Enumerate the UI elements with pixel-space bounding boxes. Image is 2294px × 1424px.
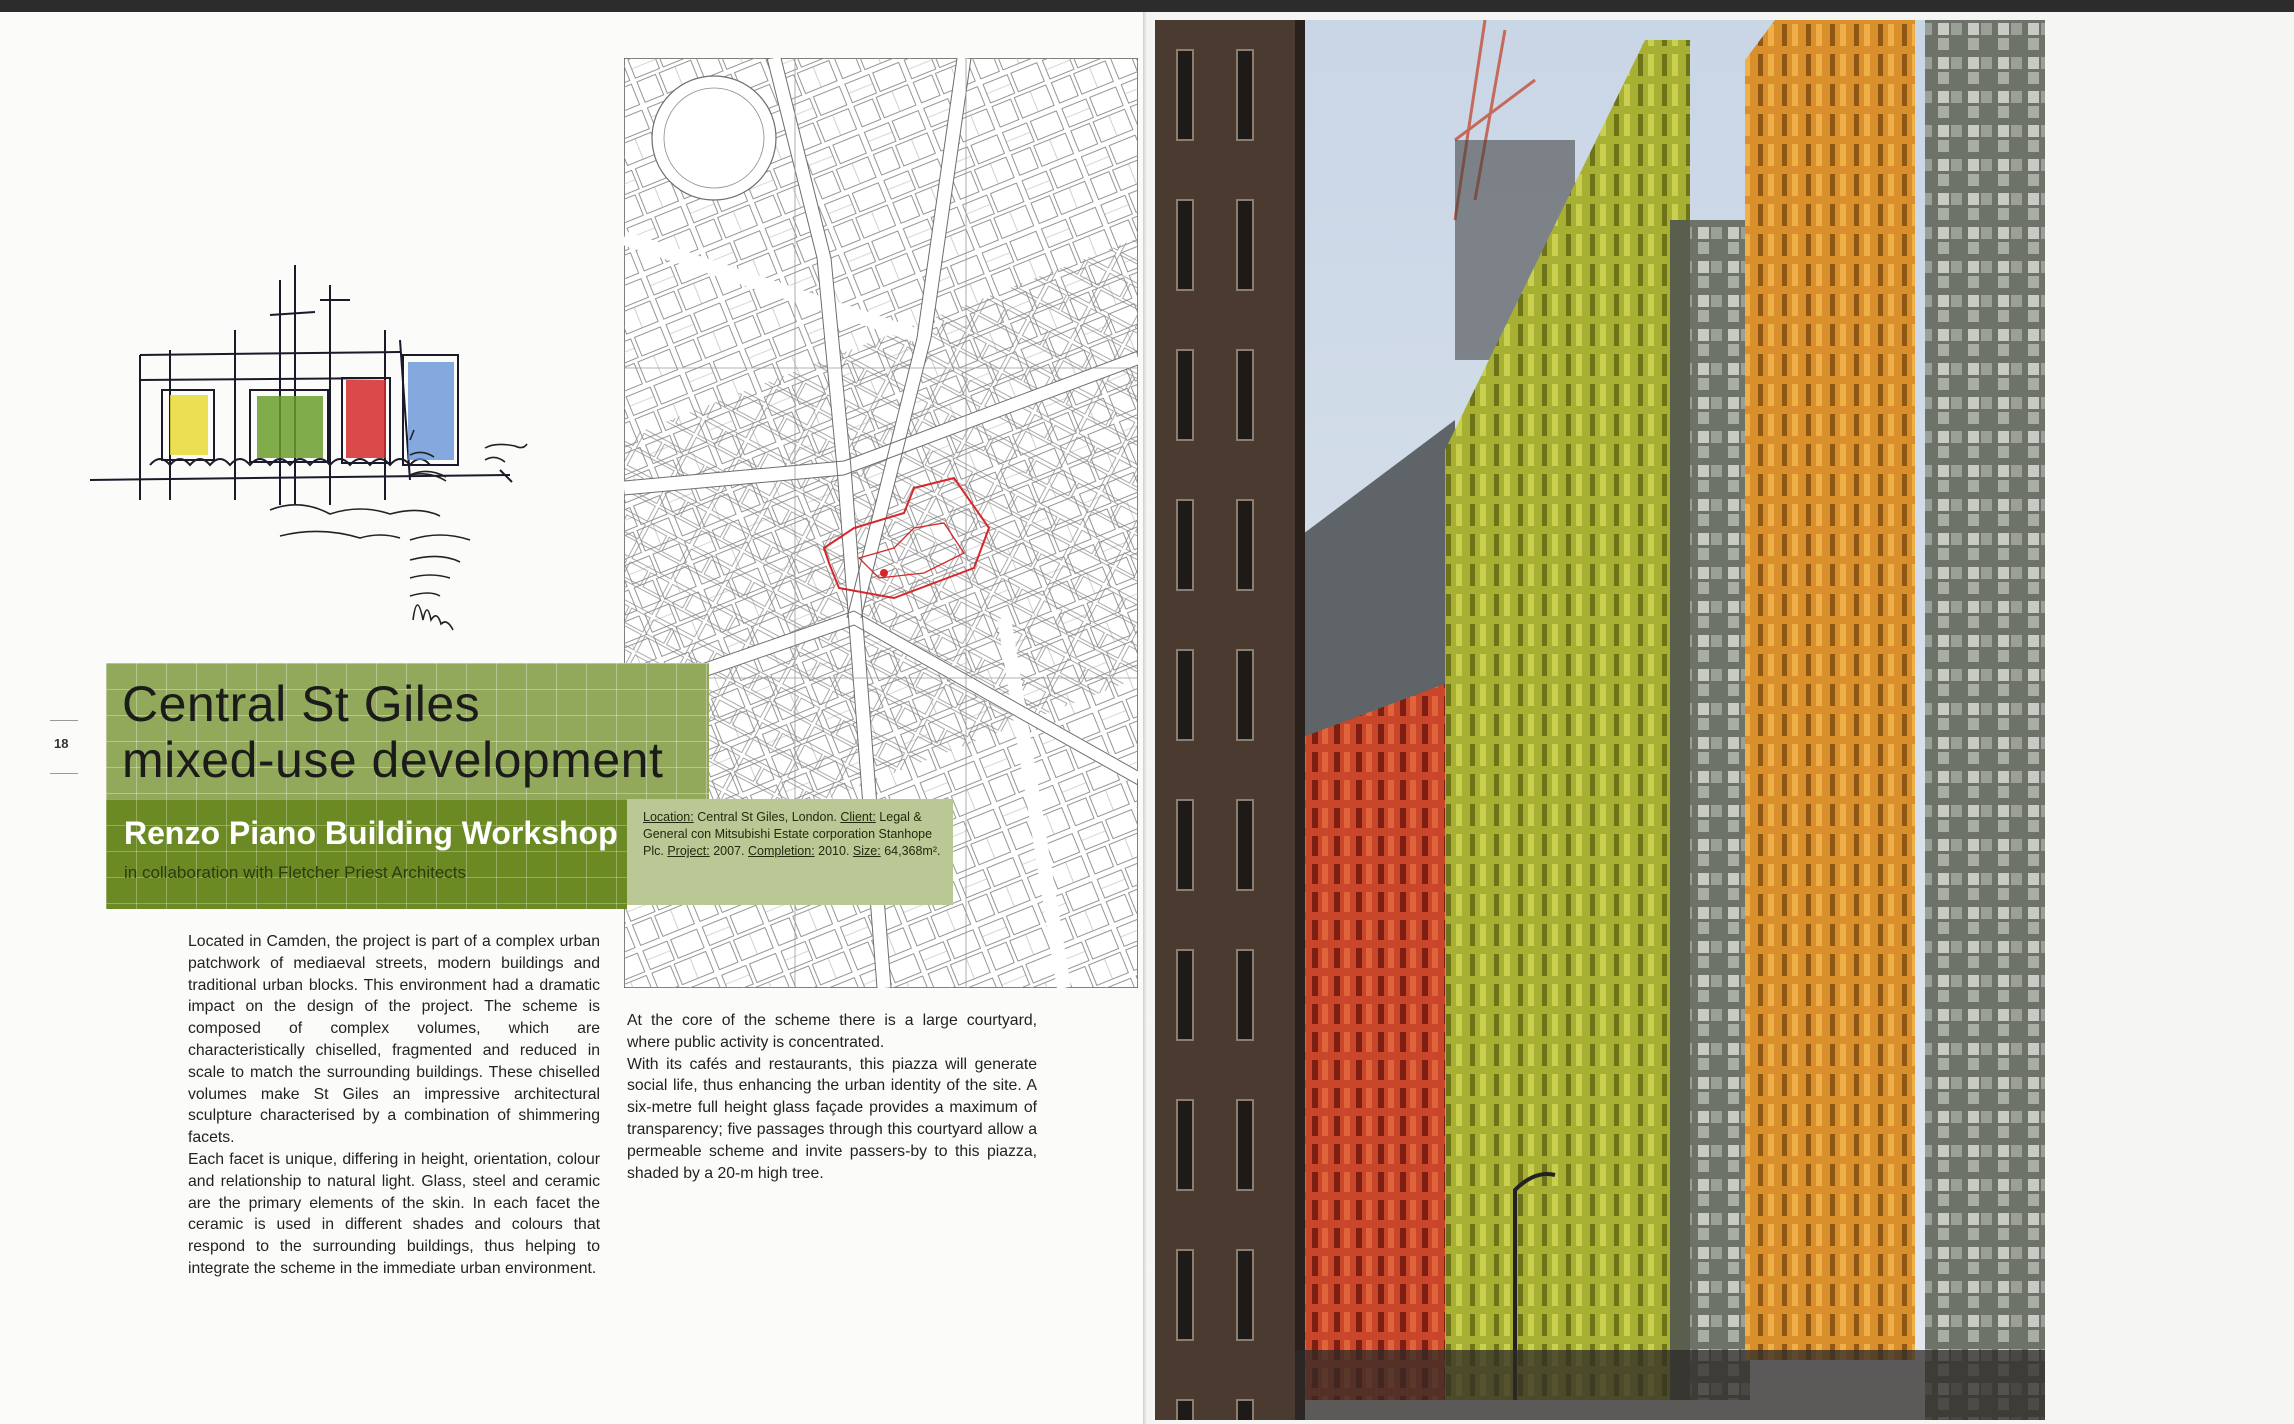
architect-name: Renzo Piano Building Workshop	[124, 815, 618, 851]
body-column-2	[627, 1010, 1037, 1184]
title-block	[106, 663, 709, 799]
size-label: Size:	[852, 844, 881, 858]
size-value: 64,368m².	[884, 844, 941, 858]
project-info-box	[627, 799, 953, 905]
collaboration-text: in collaboration with Fletcher Priest Architects	[124, 863, 467, 882]
top-frame-bar	[0, 0, 2294, 12]
page-number: 18	[54, 736, 69, 751]
title-line-2: mixed-use development	[122, 732, 664, 788]
title-line-1: Central St Giles	[122, 676, 481, 732]
body-paragraph: With its cafés and restaurants, this piazza will generate social life, thus enhancing the urban identity of the site. A six-metre full height glass façade provides a maximum of transparency; five passages through this courtyard allow a permeable scheme and invite passers-by to this piazza, shaded by a 20-m high tree.	[627, 1055, 1037, 1182]
body-column-1	[188, 931, 600, 1280]
page-number-rule-top	[50, 720, 78, 721]
body-paragraph: At the core of the scheme there is a large courtyard, where public activity is concentrated.	[627, 1012, 1037, 1051]
architect-block	[106, 799, 627, 909]
location-label: Location:	[643, 810, 694, 824]
architect-sketch	[80, 260, 550, 640]
building-photo	[1155, 20, 2045, 1420]
completion-value: 2010.	[818, 844, 850, 858]
project-value: 2007.	[713, 844, 745, 858]
client-label: Client:	[840, 810, 876, 824]
project-label: Project:	[667, 844, 710, 858]
page-number-rule-bottom	[50, 773, 78, 774]
completion-label: Completion:	[747, 844, 815, 858]
location-value: Central St Giles, London.	[697, 810, 837, 824]
client-value: Legal & General con Mitsubishi Estate corporation Stanhope Plc.	[643, 810, 933, 858]
body-paragraph: Located in Camden, the project is part of a complex urban patchwork of mediaeval streets, modern buildings and traditional urban blocks. This environment had a dramatic impact on the design of the project. The scheme is composed of complex volumes, which are characteristically chiselled, fragmented and reduced in scale to match the surrounding buildings. These chiselled volumes make St Giles an impressive architectural sculpture characterised by a combination of shimmering facets.	[188, 933, 600, 1147]
body-paragraph: Each facet is unique, differing in height, orientation, colour and relationship to natural light. Glass, steel and ceramic are the primary elements of the skin. In each facet the ceramic is used in different shades and colours that respond to the surrounding buildings, thus helping to integrate the scheme in the immediate urban environment.	[188, 1150, 600, 1277]
